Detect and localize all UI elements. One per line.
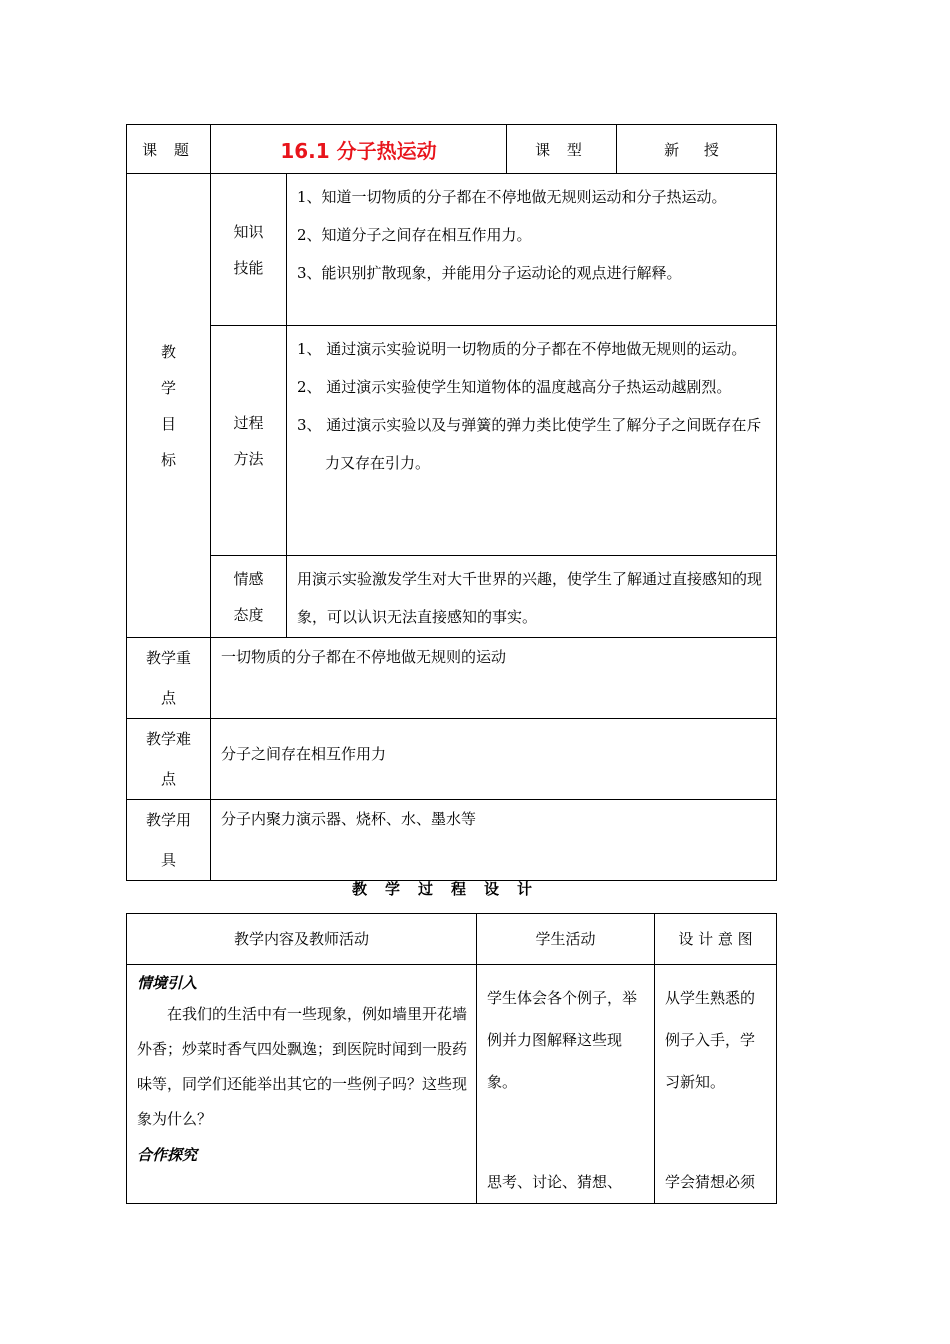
lesson-title: 16.1 分子热运动 (280, 138, 437, 163)
difficulty-label: 教学难 点 (127, 719, 211, 800)
type-value: 新 授 (617, 125, 777, 174)
process-method-label: 过程 方法 (211, 326, 287, 556)
process-design-heading: 教学过程设计 (351, 880, 550, 898)
process-method-content: 1、 通过演示实验说明一切物质的分子都在不停地做无规则的运动。 2、 通过演示实验使学生知道物体的温度越高分子热运动越剧烈。 3、 通过演示实验以及与弹簧的弹力类比使学生了解分子之间既存在斥力又存在引力。 (287, 326, 777, 556)
student-text-1: 学生体会各个例子，举例并力图解释这些现象。 (487, 989, 638, 1091)
key-point-content: 一切物质的分子都在不停地做无规则的运动 (211, 638, 777, 719)
design-intent-cell (655, 965, 777, 1204)
tools-label: 教学用 具 (127, 800, 211, 881)
attitude-label: 情感 态度 (211, 556, 287, 638)
intro-text: 在我们的生活中有一些现象，例如墙里开花墙外香；炒菜时香气四处飘逸；到医院时闻到一股药味等，同学们还能举出其它的一些例子吗？这些现象为什么？ (137, 1005, 468, 1128)
col-header-intent: 设 计 意 图 (655, 914, 777, 965)
topic-label: 课 题 (127, 125, 211, 174)
difficulty-content: 分子之间存在相互作用力 (211, 719, 777, 800)
objectives-label: 教 学 目 标 (127, 174, 211, 638)
col-header-teacher: 教学内容及教师活动 (127, 914, 477, 965)
process-table (126, 913, 777, 1204)
tools-content: 分子内聚力演示器、烧杯、水、墨水等 (211, 800, 777, 881)
section-title-explore: 合作探究 (137, 1146, 198, 1164)
intent-text-1: 从学生熟悉的例子入手，学习新知。 (665, 989, 756, 1091)
intent-text-2: 学会猜想必须 (665, 1173, 756, 1191)
key-point-label: 教学重 点 (127, 638, 211, 719)
teacher-activity-cell (127, 965, 477, 1204)
lesson-info-table (126, 124, 777, 881)
type-label: 课 型 (507, 125, 617, 174)
section-title-intro: 情境引入 (137, 974, 198, 992)
col-header-student: 学生活动 (477, 914, 655, 965)
knowledge-content: 1、知道一切物质的分子都在不停地做无规则运动和分子热运动。 2、知道分子之间存在相互作用力。 3、能识别扩散现象，并能用分子运动论的观点进行解释。 (287, 174, 777, 326)
student-activity-cell (477, 965, 655, 1204)
student-text-2: 思考、讨论、猜想、 (487, 1173, 623, 1191)
attitude-content: 用演示实验激发学生对大千世界的兴趣，使学生了解通过直接感知的现象，可以认识无法直接感知的事实。 (287, 556, 777, 638)
knowledge-label: 知识 技能 (211, 174, 287, 326)
